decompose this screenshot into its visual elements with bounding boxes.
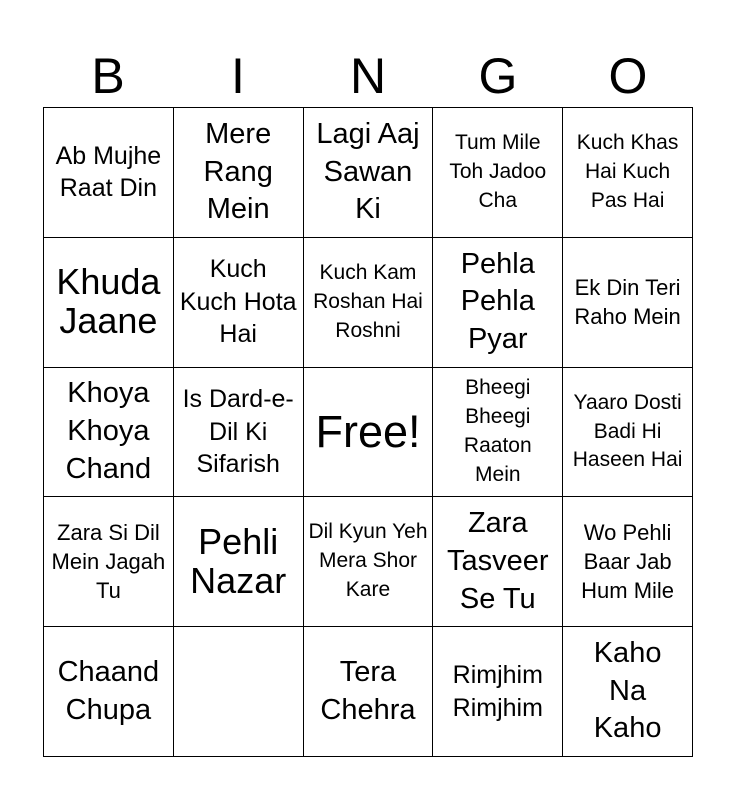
header-letter-n: N bbox=[349, 48, 387, 104]
cell-text: Wo Pehli Baar Jab Hum Mile bbox=[581, 520, 675, 604]
bingo-header bbox=[43, 45, 693, 107]
bingo-cell[interactable] bbox=[44, 368, 174, 498]
bingo-cell[interactable] bbox=[563, 497, 693, 627]
bingo-cell[interactable] bbox=[44, 238, 174, 368]
cell-text: Kuch Khas Hai Kuch Pas Hai bbox=[576, 130, 679, 212]
bingo-cell[interactable] bbox=[433, 497, 563, 627]
cell-text: Ab Mujhe Raat Din bbox=[55, 141, 162, 203]
bingo-cell[interactable] bbox=[174, 627, 304, 757]
bingo-cell[interactable] bbox=[174, 108, 304, 238]
bingo-cell[interactable] bbox=[433, 627, 563, 757]
cell-text: Chaand Chupa bbox=[57, 655, 160, 726]
bingo-cell[interactable] bbox=[44, 108, 174, 238]
bingo-cell[interactable] bbox=[563, 368, 693, 498]
cell-text: Yaaro Dosti Badi Hi Haseen Hai bbox=[572, 390, 683, 472]
header-letter-g: G bbox=[478, 48, 518, 104]
bingo-cell[interactable] bbox=[433, 368, 563, 498]
cell-text: Zara Tasveer Se Tu bbox=[447, 507, 549, 615]
cell-text: Rimjhim Rimjhim bbox=[452, 661, 543, 722]
cell-text: Is Dard-e-Dil Ki Sifarish bbox=[182, 385, 294, 479]
bingo-cell[interactable] bbox=[304, 497, 434, 627]
cell-text: Free! bbox=[315, 405, 421, 457]
bingo-cell[interactable] bbox=[44, 627, 174, 757]
cell-text: Pehli Nazar bbox=[190, 520, 287, 601]
cell-text: Mere Rang Mein bbox=[203, 117, 273, 226]
cell-text: Zara Si Dil Mein Jagah Tu bbox=[51, 520, 166, 604]
bingo-cell[interactable] bbox=[304, 627, 434, 757]
cell-text: Tera Chehra bbox=[320, 655, 416, 726]
cell-text: Tum Mile Toh Jadoo Cha bbox=[449, 130, 547, 212]
cell-text: Kaho Na Kaho bbox=[593, 637, 662, 745]
bingo-cell[interactable] bbox=[304, 238, 434, 368]
bingo-grid bbox=[43, 107, 693, 757]
cell-text: Bheegi Bheegi Raaton Mein bbox=[463, 376, 532, 486]
header-letter-i: I bbox=[231, 48, 245, 104]
cell-text: Kuch Kam Roshan Hai Roshni bbox=[313, 260, 423, 342]
cell-text: Kuch Kuch Hota Hai bbox=[179, 255, 297, 349]
bingo-cell[interactable] bbox=[174, 497, 304, 627]
bingo-cell[interactable] bbox=[433, 238, 563, 368]
bingo-cell[interactable] bbox=[433, 108, 563, 238]
cell-text: Ek Din Teri Raho Mein bbox=[574, 275, 681, 330]
bingo-cell[interactable] bbox=[304, 108, 434, 238]
cell-text: Khoya Khoya Chand bbox=[65, 377, 152, 485]
free-space[interactable] bbox=[304, 368, 434, 498]
bingo-cell[interactable] bbox=[174, 368, 304, 498]
cell-text: Lagi Aaj Sawan Ki bbox=[316, 117, 420, 226]
cell-text: Khuda Jaane bbox=[56, 261, 161, 342]
cell-text: Pehla Pehla Pyar bbox=[460, 247, 535, 356]
bingo-cell[interactable] bbox=[563, 238, 693, 368]
bingo-cell[interactable] bbox=[563, 627, 693, 757]
header-letter-o: O bbox=[608, 48, 648, 104]
bingo-cell[interactable] bbox=[174, 238, 304, 368]
bingo-cell[interactable] bbox=[44, 497, 174, 627]
bingo-cell[interactable] bbox=[563, 108, 693, 238]
header-letter-b: B bbox=[91, 48, 125, 104]
cell-text: Dil Kyun Yeh Mera Shor Kare bbox=[308, 520, 428, 602]
